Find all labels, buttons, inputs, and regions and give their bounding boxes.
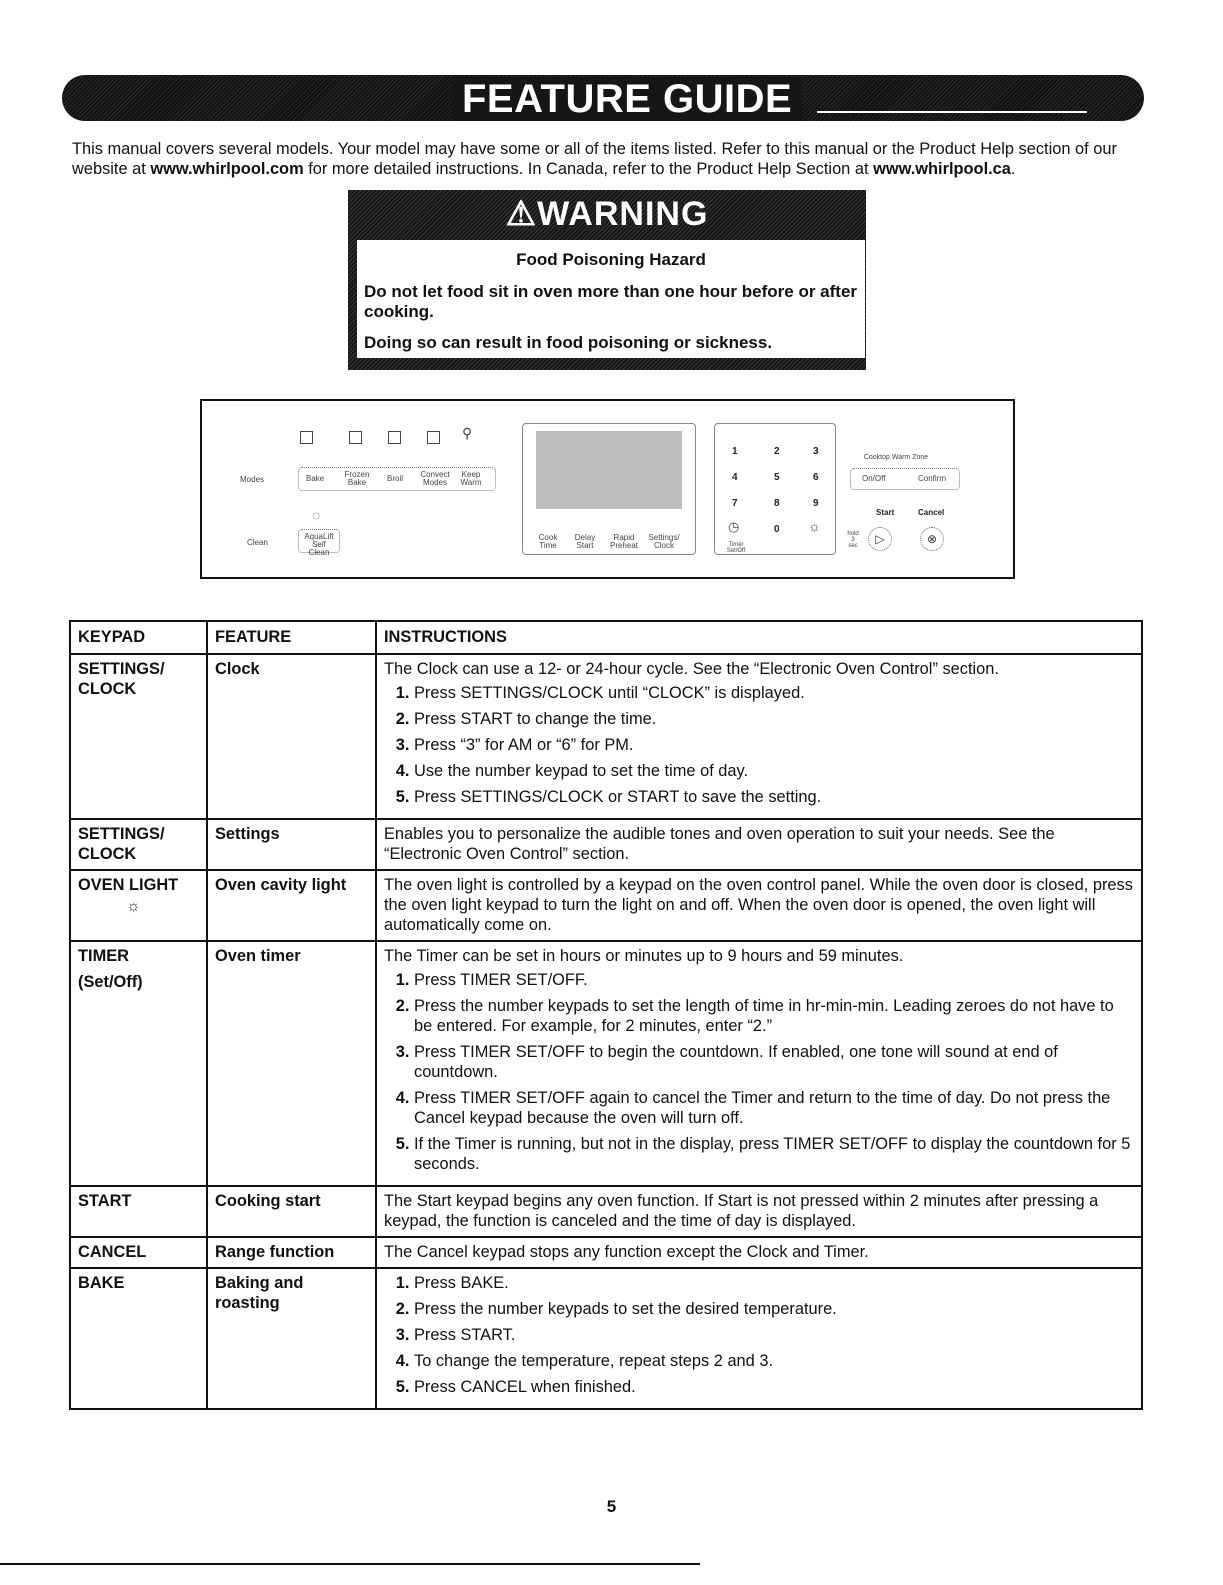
feature-cell: Oven cavity light <box>207 870 376 941</box>
step-item: 3. Press TIMER SET/OFF to begin the countdown. If enabled, one tone will sound at end of countdown. <box>414 1042 1134 1082</box>
aqualift-self-clean-key[interactable]: AquaLift Self Clean <box>304 532 334 557</box>
bake-icon <box>300 431 313 444</box>
table-header-row <box>70 621 1142 654</box>
modes-label: Modes <box>240 475 265 484</box>
start-button[interactable]: ▷ <box>868 527 892 551</box>
step-item: 3. Press START. <box>414 1325 1134 1345</box>
warm-zone-confirm-key[interactable]: Confirm <box>918 474 947 483</box>
keypad-cell <box>70 941 207 1186</box>
key-7[interactable]: 7 <box>732 498 738 509</box>
key-2[interactable]: 2 <box>774 446 780 457</box>
step-item: 2. Press the number keypads to set the desired temperature. <box>414 1299 1134 1319</box>
feature-cell: Range function <box>207 1237 376 1268</box>
warning-box <box>348 190 866 370</box>
keypad-label: TIMER <box>78 947 129 965</box>
warning-line-2: Doing so can result in food poisoning or sickness. <box>364 333 773 352</box>
cooktop-warm-zone-label: Cooktop Warm Zone <box>863 454 929 461</box>
clean-label: Clean <box>247 538 268 547</box>
table-row <box>70 654 1142 819</box>
steps-list <box>384 970 1134 1174</box>
lock-hold-label: hold 3 sec <box>847 531 859 549</box>
keypad-cell: BAKE <box>70 1268 207 1409</box>
keypad-cell: SETTINGS/ CLOCK <box>70 654 207 819</box>
key-6[interactable]: 6 <box>813 472 819 483</box>
keypad-sublabel: (Set/Off) <box>78 973 143 991</box>
feature-cell: Cooking start <box>207 1186 376 1237</box>
keypad-group <box>714 423 836 555</box>
step-item: 4. Press TIMER SET/OFF again to cancel the Timer and return to the time of day. Do not press the Cancel keypad because the oven will turn off. <box>414 1088 1134 1128</box>
keypad-label: OVEN LIGHT <box>78 876 179 894</box>
timer-icon: ◷ <box>728 519 740 534</box>
broil-key[interactable]: Broil <box>387 474 404 483</box>
intro-text-1: This manual covers several models. Your model may have some or all of the items listed. Refer to this manual or the Product Help section of our website at <box>72 140 1117 178</box>
start-label: Start <box>876 508 895 517</box>
control-panel-illustration <box>200 399 1015 579</box>
oven-light-icon: ☼ <box>126 898 141 915</box>
keep-warm-icon: ⚲ <box>462 425 473 441</box>
header-keypad: KEYPAD <box>70 621 207 654</box>
key-9[interactable]: 9 <box>813 498 819 509</box>
keypad-cell: START <box>70 1186 207 1237</box>
key-0[interactable]: 0 <box>774 524 780 535</box>
step-item: 5. If the Timer is running, but not in the display, press TIMER SET/OFF to display the countdown for 5 seconds. <box>414 1134 1134 1174</box>
key-4[interactable]: 4 <box>732 472 738 483</box>
step-item: 5. Press CANCEL when finished. <box>414 1377 1134 1397</box>
warning-line-1: Do not let food sit in oven more than one hour before or after cooking. <box>364 282 858 321</box>
bake-key[interactable]: Bake <box>306 474 325 483</box>
instructions-cell <box>376 1268 1142 1409</box>
convect-modes-key[interactable]: Convect Modes <box>420 470 450 487</box>
cancel-button[interactable]: ⊗ <box>920 527 944 551</box>
cancel-label: Cancel <box>918 508 945 517</box>
step-item: 1. Press SETTINGS/CLOCK until “CLOCK” is displayed. <box>414 683 1134 703</box>
table-row <box>70 870 1142 941</box>
feature-guide-banner <box>62 75 1144 121</box>
aqualift-icon: ◌ <box>312 507 321 523</box>
keypad-cell: CANCEL <box>70 1237 207 1268</box>
intro-text-3: . <box>1010 160 1016 178</box>
timer-set-off-key[interactable]: Timer Set/Off <box>726 542 746 554</box>
step-item: 1. Press BAKE. <box>414 1273 1134 1293</box>
key-3[interactable]: 3 <box>813 446 819 457</box>
table-row <box>70 819 1142 870</box>
keypad-cell: SETTINGS/ CLOCK <box>70 819 207 870</box>
warning-title: ⚠WARNING <box>505 195 709 233</box>
feature-cell: Settings <box>207 819 376 870</box>
convect-icon <box>427 431 440 444</box>
table-row <box>70 1186 1142 1237</box>
settings-clock-key[interactable]: Settings/ Clock <box>648 533 680 550</box>
step-item: 2. Press the number keypads to set the length of time in hr-min-min. Leading zeroes do not have to be entered. For example, for 2 minutes, enter “2.” <box>414 996 1134 1036</box>
steps-list <box>384 683 1134 807</box>
frozen-bake-key[interactable]: Frozen Bake <box>344 470 370 487</box>
instructions-cell: Enables you to personalize the audible tones and oven operation to suit your needs. See the “Electronic Oven Control” section. <box>376 819 1142 870</box>
warm-zone-on-off-key[interactable]: On/Off <box>862 474 886 483</box>
step-item: 1. Press TIMER SET/OFF. <box>414 970 1134 990</box>
page-title: FEATURE GUIDE <box>452 77 802 121</box>
rapid-preheat-key[interactable]: Rapid Preheat <box>609 533 639 550</box>
intro-paragraph <box>72 139 1152 179</box>
instructions-text: The Timer can be set in hours or minutes up to 9 hours and 59 minutes. <box>384 947 904 965</box>
intro-text-2: for more detailed instructions. In Canada, refer to the Product Help Section at <box>303 160 874 178</box>
step-item: 3. Press “3” for AM or “6” for PM. <box>414 735 1134 755</box>
banner-rule <box>817 111 1087 113</box>
cook-time-key[interactable]: Cook Time <box>538 533 558 550</box>
instructions-cell: The Cancel keypad stops any function except the Clock and Timer. <box>376 1237 1142 1268</box>
instructions-cell: The Start keypad begins any oven function. If Start is not pressed within 2 minutes after pressing a keypad, the function is canceled and the time of day is displayed. <box>376 1186 1142 1237</box>
instructions-text: The Clock can use a 12- or 24-hour cycle. See the “Electronic Oven Control” section. <box>384 660 999 678</box>
page-number: 5 <box>606 1497 617 1516</box>
instructions-cell <box>376 941 1142 1186</box>
instructions-cell: The oven light is controlled by a keypad on the oven control panel. While the oven door is closed, press the oven light keypad to turn the light on and off. When the oven door is opened, the oven light will automatically come on. <box>376 870 1142 941</box>
footer-rule <box>0 1563 700 1565</box>
step-item: 4. Use the number keypad to set the time of day. <box>414 761 1134 781</box>
warning-subtitle: Food Poisoning Hazard <box>516 250 706 269</box>
step-item: 5. Press SETTINGS/CLOCK or START to save the setting. <box>414 787 1134 807</box>
feature-cell: Baking and roasting <box>207 1268 376 1409</box>
broil-icon <box>388 431 401 444</box>
keypad-cell <box>70 870 207 941</box>
table-row <box>70 1268 1142 1409</box>
table-row <box>70 941 1142 1186</box>
header-instructions: INSTRUCTIONS <box>376 621 1142 654</box>
instructions-cell <box>376 654 1142 819</box>
table-row <box>70 1237 1142 1268</box>
key-5[interactable]: 5 <box>774 472 780 483</box>
whirlpool-ca-link[interactable]: www.whirlpool.ca <box>873 160 1011 178</box>
feature-cell: Oven timer <box>207 941 376 1186</box>
key-1[interactable]: 1 <box>732 446 738 457</box>
steps-list <box>384 1273 1134 1397</box>
step-item: 2. Press START to change the time. <box>414 709 1134 729</box>
feature-table <box>69 620 1143 1410</box>
feature-cell: Clock <box>207 654 376 819</box>
key-8[interactable]: 8 <box>774 498 780 509</box>
delay-start-key[interactable]: Delay Start <box>574 533 596 550</box>
frozen-bake-icon <box>349 431 362 444</box>
warning-body <box>357 240 865 358</box>
oven-display <box>536 431 682 509</box>
header-feature: FEATURE <box>207 621 376 654</box>
step-item: 4. To change the temperature, repeat steps 2 and 3. <box>414 1351 1134 1371</box>
whirlpool-com-link[interactable]: www.whirlpool.com <box>150 160 304 178</box>
oven-light-icon[interactable]: ☼ <box>808 518 821 534</box>
keep-warm-key[interactable]: Keep Warm <box>460 470 482 487</box>
